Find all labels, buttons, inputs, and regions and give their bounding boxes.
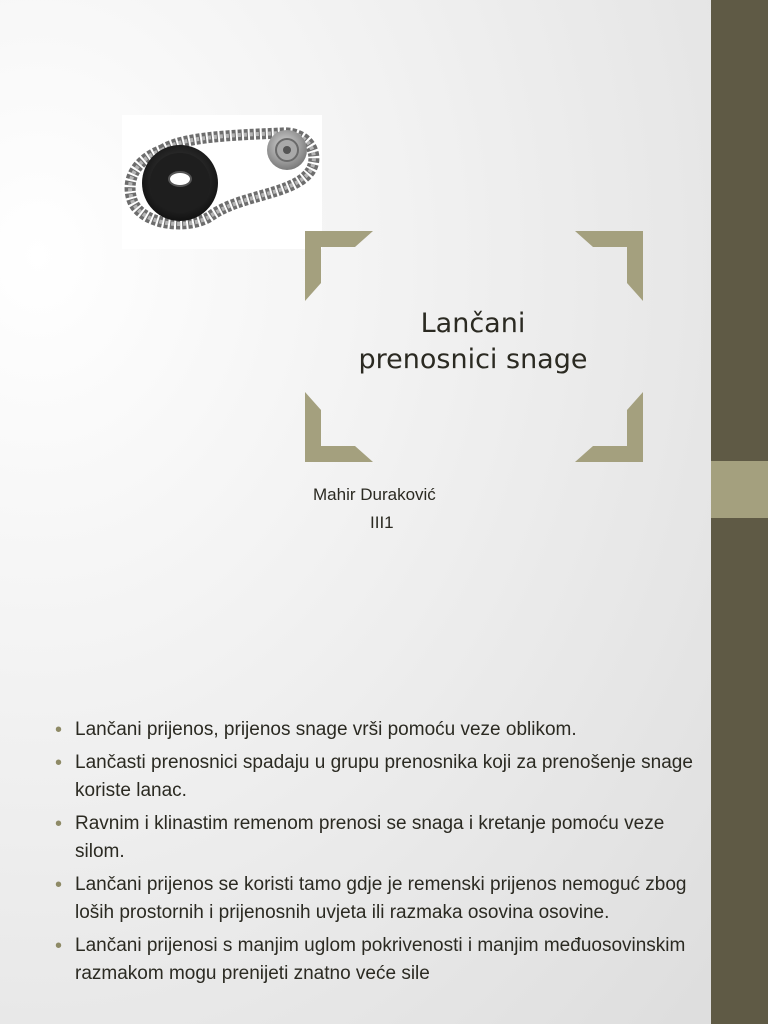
author-name: Mahir Duraković [313,485,436,504]
frame-corner-bottom-right [573,390,643,462]
bullet-item: • Lančasti prenosnici spadaju u grupu prenosnika koji za prenošenje snage koriste lanac. [55,749,695,806]
frame-corner-top-right [573,231,643,303]
chain-sprocket-image [122,115,322,249]
frame-corner-bottom-left [305,390,375,462]
bullet-list [55,716,695,993]
class-label: III1 [370,513,394,532]
title-line-2: prenosnici snage [358,344,588,375]
author-block [313,481,483,537]
frame-corner-top-left [305,231,375,303]
slide-title [318,306,628,378]
bullet-item: • Lančani prijenosi s manjim uglom pokrivenosti i manjim međuosovinskim razmakom mogu prenijeti znatno veće sile [55,932,695,989]
side-bar-accent [711,461,768,518]
bullet-item: • Lančani prijenos, prijenos snage vrši pomoću veze oblikom. [55,716,695,745]
bullet-item: • Lančani prijenos se koristi tamo gdje je remenski prijenos nemoguć zbog loših prostornih i prijenosnih uvjeta ili razmaka osovina osovine. [55,871,695,928]
title-line-1: Lančani [420,308,526,339]
bullet-item: • Ravnim i klinastim remenom prenosi se snaga i kretanje pomoću veze silom. [55,810,695,867]
